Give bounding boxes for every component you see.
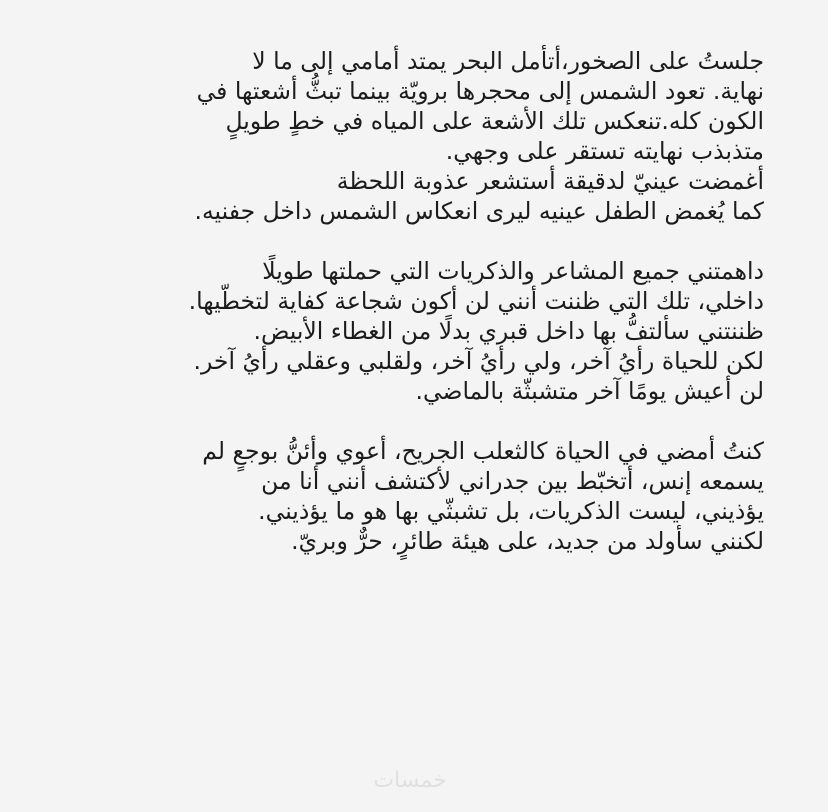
watermark-logo: خمسات [373, 768, 447, 793]
text-line: يسمعه إنس، أتخبّط بين جدراني لأكتشف أنني أنا من [261, 467, 764, 495]
text-line: لكنني سأولد من جديد، على هيئة طائرٍ، حرٌّ وبريّ. [291, 527, 764, 555]
text-line: نهاية. تعود الشمس إلى محجرها برويّة بينما تبثُّ أشعتها في [196, 77, 764, 105]
poem-text [58, 46, 764, 556]
paragraph-gap [58, 226, 764, 256]
text-line: متذبذب نهايته تستقر على وجهي. [445, 137, 764, 165]
text-line: لن أعيش يومًا آخر متشبثّة بالماضي. [415, 377, 764, 405]
text-line: كما يُغمض الطفل عينيه ليرى انعكاس الشمس داخل جفنيه. [194, 197, 764, 225]
text-line: أغمضت عينيّ لدقيقة أستشعر عذوبة اللحظة [336, 167, 764, 195]
text-line: جلستُ على الصخور،أتأمل البحر يمتد أمامي إلى ما لا [252, 47, 764, 75]
paragraph-gap [58, 406, 764, 436]
text-line: ظننتني سألتفُّ بها داخل قبري بدلًا من الغطاء الأبيض. [253, 317, 764, 345]
text-line: كنتُ أمضي في الحياة كالثعلب الجريح، أعوي وأئنُّ بوجعٍ لم [202, 437, 764, 465]
text-line: داهمتني جميع المشاعر والذكريات التي حملتها طويلًا [262, 257, 764, 285]
text-line: لكن للحياة رأيُ آخر، ولي رأيُ آخر، ولقلبي وعقلي رأيُ آخر. [193, 347, 764, 375]
text-line: يؤذيني، ليست الذكريات، بل تشبثّي بها هو ما يؤذيني. [258, 497, 764, 525]
text-line: الكون كله.تنعكس تلك الأشعة على المياه في خطٍ طويلٍ [225, 107, 764, 135]
text-line: داخلي، تلك التي ظننت أنني لن أكون شجاعة كفاية لتخطّيها. [188, 287, 764, 315]
